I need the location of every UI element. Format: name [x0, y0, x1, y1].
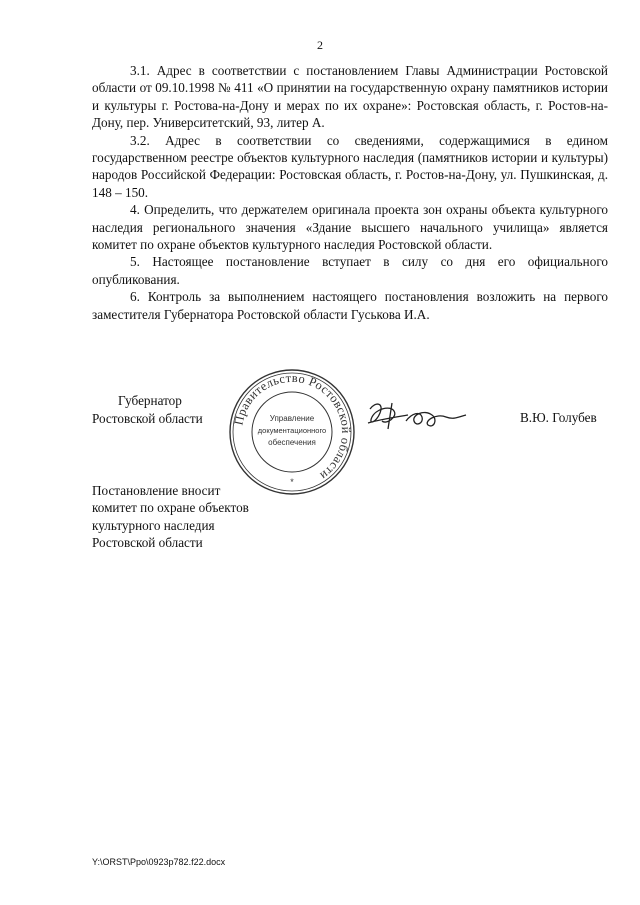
paragraph-4: 4. Определить, что держателем оригинала проекта зон охраны объекта культурного наследия регионального значения «Здание высшего начального училища» является комитет по охране объектов культурного наследия Ростовской области.: [92, 202, 608, 253]
signatory-title-line2: Ростовской области: [92, 411, 203, 426]
handwritten-signature: [362, 395, 492, 439]
signatory-name: В.Ю. Голубев: [520, 410, 597, 425]
page-number: 2: [317, 38, 323, 52]
seal-inner-line1: Управление: [269, 414, 315, 423]
seal-inner-line2: документационного: [257, 426, 327, 435]
seal-star: *: [290, 477, 294, 487]
submitter-line4: Ростовской области: [92, 535, 203, 551]
seal-inner-line3: обеспечения: [268, 438, 316, 447]
file-path-footer: Y:\ORST\Ppo\0923p782.f22.docx: [92, 857, 226, 867]
paragraph-3-2: 3.2. Адрес в соответствии со сведениями, содержащимися в едином государственном реестре объектов культурного наследия (памятников истории и культуры) народов Российской Федерации: Ростовская область, г. Ростов-на-Дону, ул. Пушкинская, д. 148 – 150.: [92, 132, 608, 200]
svg-text:Правительство Ростовской облас: [231, 371, 353, 483]
submitter-line2: комитет по охране объектов: [92, 500, 249, 516]
paragraph-6: 6. Контроль за выполнением настоящего постановления возложить на первого заместителя Губернатора Ростовской области Гуськова И.А.: [92, 289, 608, 322]
submitter-line3: культурного наследия: [92, 517, 215, 533]
paragraph-5: 5. Настоящее постановление вступает в силу со дня его официального опубликования.: [92, 254, 608, 287]
signatory-title-line1: Губернатор: [118, 393, 182, 408]
seal-outer-text: Правительство Ростовской области: [231, 370, 354, 484]
submitter-line1: Постановление вносит: [92, 483, 221, 498]
submitter-note: [92, 482, 249, 552]
document-body: [92, 62, 608, 323]
paragraph-3-1: 3.1. Адрес в соответствии с постановлением Главы Администрации Ростовской области от 09.10.1998 № 411 «О принятии на государственную охрану памятников истории и культуры г. Ростова-на-Дону и мерах по их охране»: Ростовская область, г. Ростов-на-Дону, пер. Университетский, 93, литер А.: [92, 63, 608, 131]
official-seal: [227, 367, 357, 497]
